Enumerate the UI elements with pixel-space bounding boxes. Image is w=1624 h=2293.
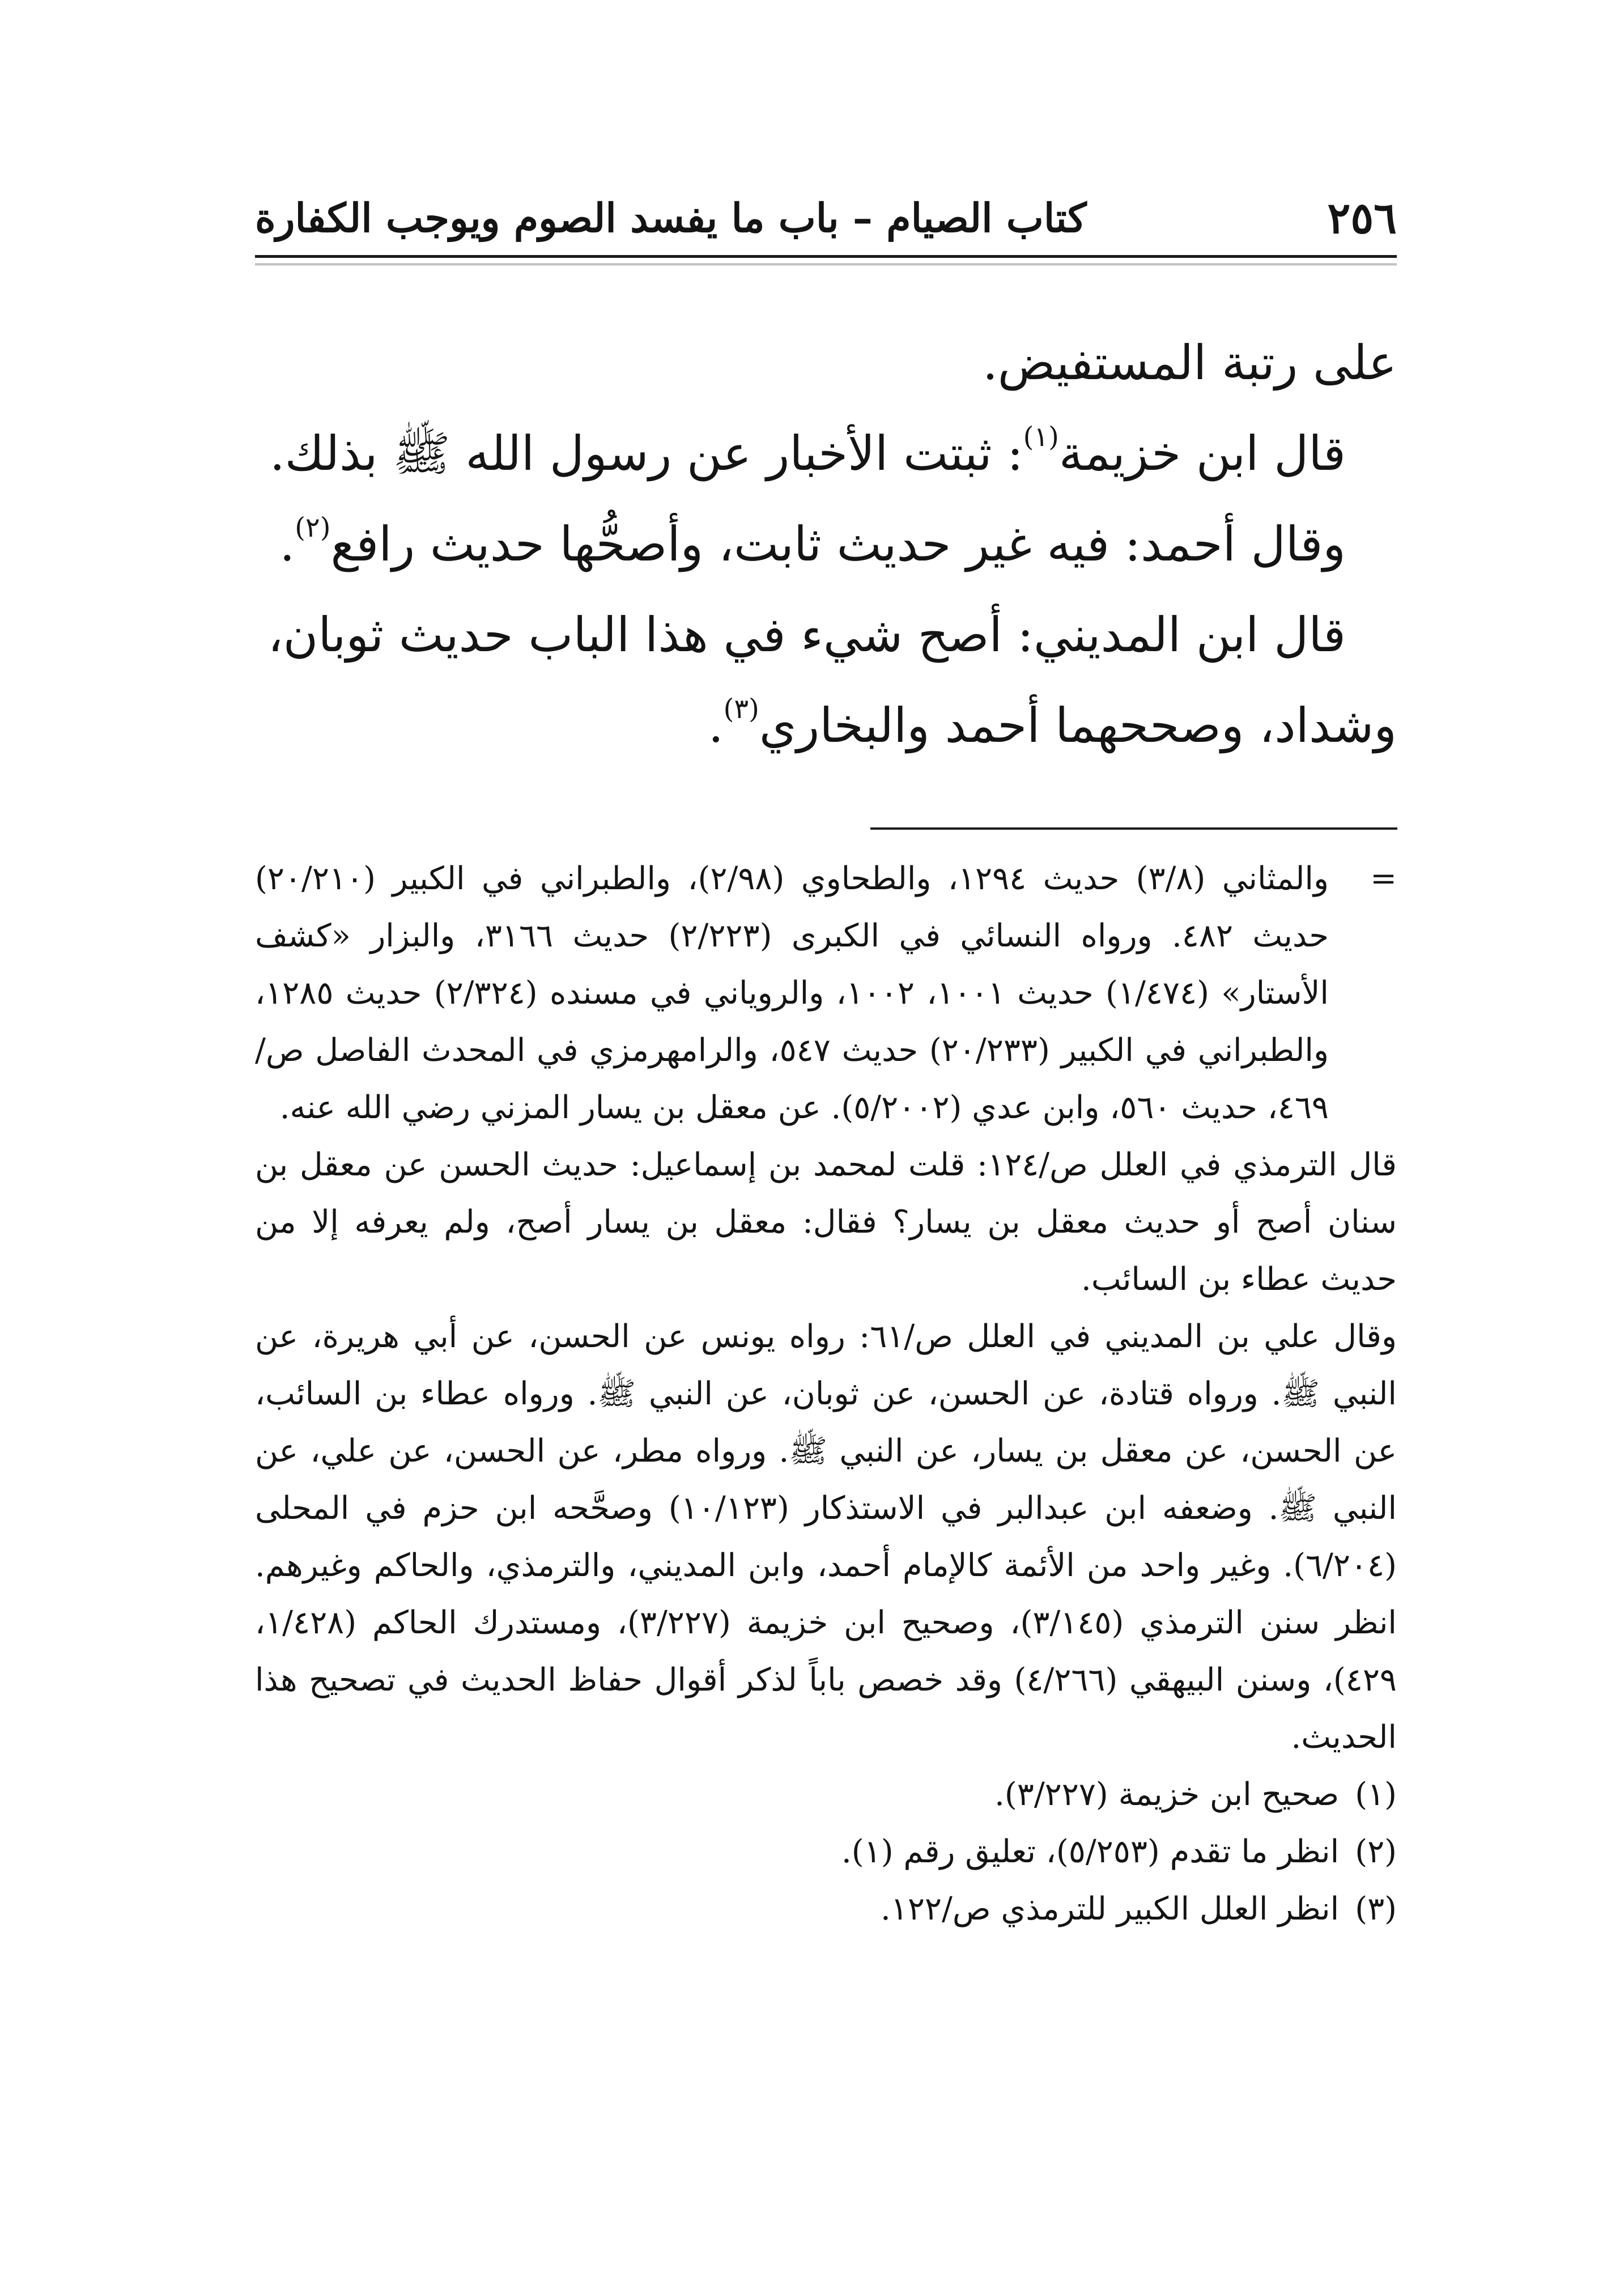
- main-line-3: [255, 499, 1397, 589]
- footnote-text-1: صحيح ابن خزيمة (٣/٢٢٧).: [994, 1776, 1340, 1813]
- footnote-2: [255, 1823, 1397, 1880]
- running-title: كتاب الصيام – باب ما يفسد الصوم ويوجب الكفارة: [255, 194, 1087, 241]
- footnote-text-3: انظر العلل الكبير للترمذي ص/١٢٢.: [880, 1891, 1340, 1927]
- footnote-number-3: (٣): [1355, 1891, 1397, 1927]
- main-line-5: [255, 680, 1397, 771]
- main-line-3-rest: .: [279, 516, 295, 572]
- main-line-5-rest: .: [708, 698, 724, 753]
- main-text: [255, 317, 1397, 771]
- footnote-separator: [870, 827, 1397, 830]
- running-header: [255, 184, 1397, 252]
- main-line-2-text: قال ابن خزيمة: [1058, 426, 1346, 481]
- main-line-4: قال ابن المديني: أصح شيء في هذا الباب حديث ثوبان،: [267, 607, 1346, 663]
- footnote-1: [255, 1766, 1397, 1823]
- footnote-number-1: (١): [1355, 1776, 1397, 1813]
- footnote-ibn-madini: وقال علي بن المديني في العلل ص/٦١: رواه يونس عن الحسن، عن أبي هريرة، عن النبي ﷺ. ورواه قتادة، عن الحسن، عن ثوبان، عن النبي ﷺ. ورواه عطاء بن السائب، عن الحسن، عن معقل بن يسار، عن النبي ﷺ. ورواه مطر، عن الحسن، عن علي، عن النبي ﷺ. وضعفه ابن عبدالبر في الاستذكار (١٠/١٢٣) وصحَّحه ابن حزم في المحلى (٦/٢٠٤). وغير واحد من الأئمة كالإمام أحمد، وابن المديني، والترمذي، والحاكم وغيرهم. انظر سنن الترمذي (٣/١٤٥)، وصحيح ابن خزيمة (٣/٢٢٧)، ومستدرك الحاكم (١/٤٢٨، ٤٢٩)، وسنن البيهقي (٤/٢٦٦) وقد خصص باباً لذكر أقوال حفاظ الحديث في تصحيح هذا الحديث.: [255, 1318, 1397, 1756]
- page-number: ٢٥٦: [1327, 193, 1397, 243]
- footnote-number-2: (٢): [1355, 1833, 1397, 1870]
- footnote-continued-text: والمثاني (٣/٨) حديث ١٢٩٤، والطحاوي (٢/٩٨)، والطبراني في الكبير (٢٠/٢١٠) حديث ٤٨٢. ورواه النسائي في الكبرى (٢/٢٢٣) حديث ٣١٦٦، والبزار «كشف الأستار» (١/٤٧٤) حديث ١٠٠١، ١٠٠٢، والروياني في مسنده (٢/٣٢٤) حديث ١٢٨٥، والطبراني في الكبير (٢٠/٢٣٣) حديث ٥٤٧، والرامهرمزي في المحدث الفاصل ص/٤٦٩، حديث ٥٦٠، وابن عدي (٥/٢٠٠٢). عن معقل بن يسار المزني رضي الله عنه.: [255, 860, 1329, 1126]
- footnote-ref-1[interactable]: (١): [1023, 421, 1059, 453]
- main-line-2: [255, 408, 1397, 499]
- footnote-tirmidhi: قال الترمذي في العلل ص/١٢٤: قلت لمحمد بن إسماعيل: حديث الحسن عن معقل بن سنان أصح أو حديث معقل بن يسار؟ فقال: معقل بن يسار أصح، ولم يعرفه إلا من حديث عطاء بن السائب.: [255, 1146, 1397, 1298]
- continuation-marker: =: [1370, 860, 1397, 897]
- main-line-5-text: وشداد، وصححهما أحمد والبخاري: [759, 698, 1397, 753]
- footnote-continued: [255, 850, 1397, 1136]
- header-rule: [255, 255, 1397, 265]
- footnote-ref-2[interactable]: (٢): [295, 512, 331, 543]
- main-line-3-text: وقال أحمد: فيه غير حديث ثابت، وأصحُّها حديث رافع: [330, 516, 1346, 572]
- footnote-3: [255, 1880, 1397, 1938]
- footnote-text-2: انظر ما تقدم (٥/٢٥٣)، تعليق رقم (١).: [841, 1833, 1340, 1870]
- main-line-2-rest: : ثبتت الأخبار عن رسول الله ﷺ بذلك.: [269, 426, 1023, 481]
- main-line-1: على رتبة المستفيض.: [983, 335, 1397, 390]
- footnote-ref-3[interactable]: (٣): [723, 693, 759, 725]
- footnotes: [255, 850, 1397, 1938]
